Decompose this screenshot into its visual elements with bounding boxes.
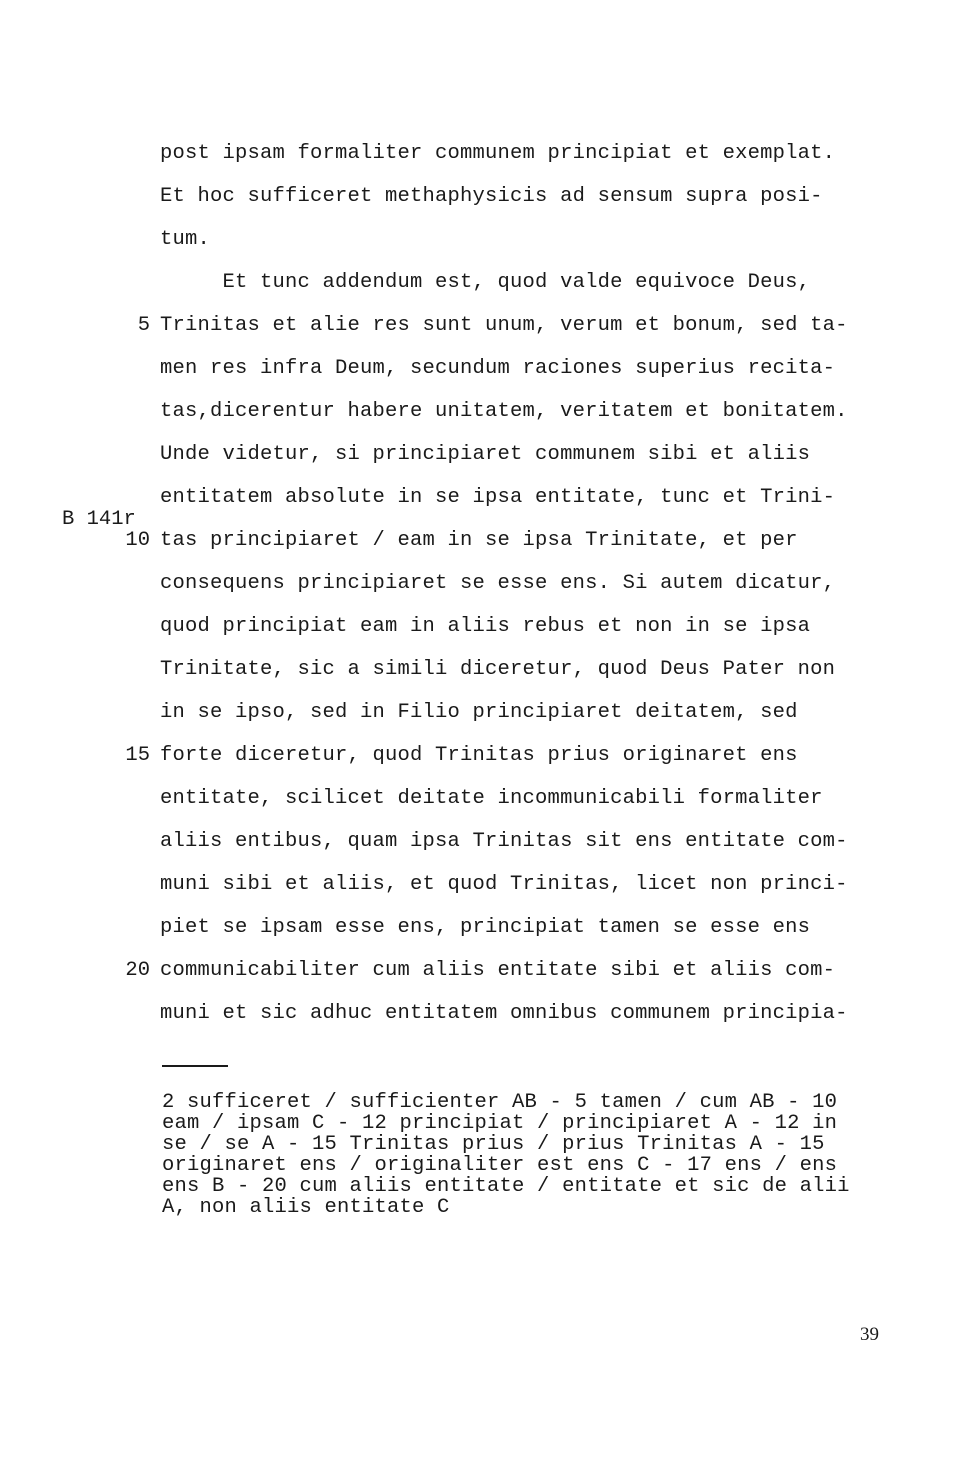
text-line: tum.	[160, 228, 211, 251]
text-line: Et hoc sufficeret methaphysicis ad sensum supra posi-	[160, 185, 823, 208]
text-line: Trinitate, sic a simili diceretur, quod Deus Pater non	[160, 658, 836, 681]
marginal-folio-reference: B 141r	[62, 508, 136, 531]
line-number: 5	[137, 314, 150, 337]
footnote-separator	[162, 1065, 228, 1067]
text-line: Trinitas et alie res sunt unum, verum et bonum, sed ta-	[160, 314, 848, 337]
line-number: 15	[125, 744, 150, 767]
text-line: consequens principiaret se esse ens. Si autem dicatur,	[160, 572, 836, 595]
text-line: tas,dicerentur habere unitatem, veritatem et bonitatem.	[160, 400, 848, 423]
text-line: post ipsam formaliter communem principiat et exemplat.	[160, 142, 836, 165]
text-line: forte diceretur, quod Trinitas prius originaret ens	[160, 744, 798, 767]
text-line: men res infra Deum, secundum raciones superius recita-	[160, 357, 836, 380]
text-line: piet se ipsam esse ens, principiat tamen se esse ens	[160, 916, 811, 939]
line-number: 10	[125, 529, 150, 552]
text-line: communicabiliter cum aliis entitate sibi et aliis com-	[160, 959, 836, 982]
footnote-line: 2 sufficeret / sufficienter AB - 5 tamen / cum AB - 10	[162, 1091, 838, 1114]
text-line: Et tunc addendum est, quod valde equivoce Deus,	[160, 271, 811, 294]
text-line: in se ipso, sed in Filio principiaret deitatem, sed	[160, 701, 798, 724]
text-line: muni sibi et aliis, et quod Trinitas, licet non princi-	[160, 873, 848, 896]
footnote-line: eam / ipsam C - 12 principiat / principiaret A - 12 in	[162, 1112, 838, 1135]
text-line: aliis entibus, quam ipsa Trinitas sit ens entitate com-	[160, 830, 848, 853]
text-line: tas principiaret / eam in se ipsa Trinitate, et per	[160, 529, 798, 552]
text-line: quod principiat eam in aliis rebus et non in se ipsa	[160, 615, 811, 638]
footnote-line: se / se A - 15 Trinitas prius / prius Trinitas A - 15	[162, 1133, 825, 1156]
footnote-line: originaret ens / originaliter est ens C - 17 ens / ens	[162, 1154, 838, 1177]
text-line: entitatem absolute in se ipsa entitate, tunc et Trini-	[160, 486, 836, 509]
text-line: entitate, scilicet deitate incommunicabili formaliter	[160, 787, 823, 810]
text-line: muni et sic adhuc entitatem omnibus communem principia-	[160, 1002, 848, 1025]
footnote-line: A, non aliis entitate C	[162, 1196, 450, 1219]
page-number: 39	[860, 1324, 879, 1345]
text-line: Unde videtur, si principiaret communem sibi et aliis	[160, 443, 811, 466]
footnote-line: ens B - 20 cum aliis entitate / entitate et sic de alii	[162, 1175, 850, 1198]
line-number: 20	[125, 959, 150, 982]
